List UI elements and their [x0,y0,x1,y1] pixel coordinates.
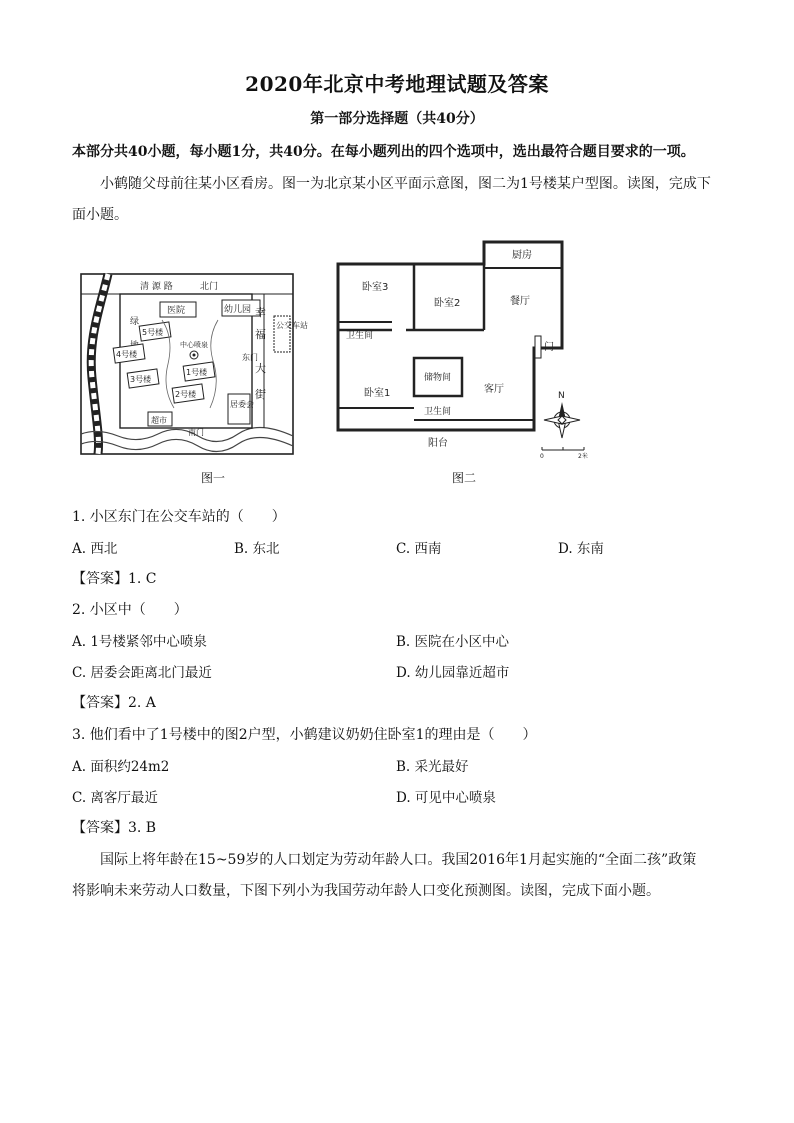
balcony-label: 阳台 [428,438,448,449]
north-gate-label: 北门 [200,282,219,292]
street-char-1: 幸 [255,306,266,319]
bath1-label: 卫生间 [346,331,374,341]
question3-option-c: C. 离客厅最近 [72,790,158,806]
question1-option-d: D. 东南 [558,541,604,557]
intro1-line2: 面小题。 [72,207,128,223]
scale-two: 2米 [578,453,588,460]
question2-option-c: C. 居委会距离北门最近 [72,665,212,681]
street-char-2: 福 [255,328,266,341]
hospital-label: 医院 [167,306,186,316]
green-char-1: 绿 [130,317,140,327]
fountain-label: 中心喷泉 [180,341,208,349]
building1-label: 1号楼 [186,368,208,377]
road-north-label: 清 源 路 [140,282,173,292]
bedroom3-label: 卧室3 [362,282,389,293]
question3-option-b: B. 采光最好 [396,759,469,775]
question1-option-b: B. 东北 [234,541,280,557]
question2-option-a: A. 1号楼紧邻中心喷泉 [72,634,207,650]
street-char-3: 大 [255,362,266,375]
figure2-caption: 图二 [451,471,476,485]
building5-label: 5号楼 [142,328,164,337]
market-label: 超市 [151,416,167,425]
question3-answer: 【答案】3. B [72,820,157,836]
page-title: 2020年北京中考地理试题及答案 [245,72,549,96]
intro1-line1: 小鹤随父母前往某小区看房。图一为北京某小区平面示意图，图二为1号楼某户型图。读图，完成下 [100,176,711,192]
bus-stop-label: 公交车站 [276,321,308,330]
building4-label: 4号楼 [116,350,138,359]
figure2-floor-plan [334,238,604,460]
question3-option-d: D. 可见中心喷泉 [396,790,496,806]
storage-label: 储物间 [424,373,452,383]
question2-stem: 2. 小区中（ ） [72,602,188,618]
question1-answer: 【答案】1. C [72,571,157,587]
scale-zero: 0 [540,453,544,460]
kindergarten-label: 幼儿园 [224,305,252,315]
figure1-caption: 图一 [200,471,225,485]
question3-stem: 3. 他们看中了1号楼中的图2户型，小鹤建议奶奶住卧室1的理由是（ ） [72,727,537,743]
instructions: 本部分共40小题，每小题1分，共40分。在每小题列出的四个选项中，选出最符合题目要求的一项。 [72,144,695,160]
question3-option-a: A. 面积约24m2 [72,759,170,775]
intro2-line1: 国际上将年龄在15~59岁的人口划定为劳动年龄人口。我国2016年1月起实施的“全面二孩”政策 [100,852,697,868]
building2-label: 2号楼 [175,390,197,399]
bedroom2-label: 卧室2 [434,298,461,309]
question1-option-c: C. 西南 [396,541,442,557]
question2-answer: 【答案】2. A [72,695,156,711]
living-label: 客厅 [484,384,504,395]
committee-label: 居委会 [230,400,254,409]
south-gate-label: 南门 [188,428,204,437]
door-label: 门 [544,342,554,353]
north-label: N [558,391,565,401]
question2-option-b: B. 医院在小区中心 [396,634,510,650]
intro2-line2: 将影响未来劳动人口数量，下图下列小为我国劳动年龄人口变化预测图。读图，完成下面小题。 [72,883,660,899]
question2-option-d: D. 幼儿园靠近超市 [396,665,510,681]
east-gate-label: 东门 [242,353,258,362]
dining-label: 餐厅 [510,296,530,307]
section-subtitle: 第一部分选择题（共40分） [310,111,484,127]
bedroom1-label: 卧室1 [364,388,391,399]
kitchen-label: 厨房 [512,250,532,261]
building3-label: 3号楼 [130,375,152,384]
street-char-4: 街 [255,388,266,401]
question1-option-a: A. 西北 [72,541,118,557]
figure1-community-map [78,268,308,460]
north-arrow-icon [544,402,580,438]
question1-stem: 1. 小区东门在公交车站的（ ） [72,509,286,525]
bath2-label: 卫生间 [424,407,452,417]
